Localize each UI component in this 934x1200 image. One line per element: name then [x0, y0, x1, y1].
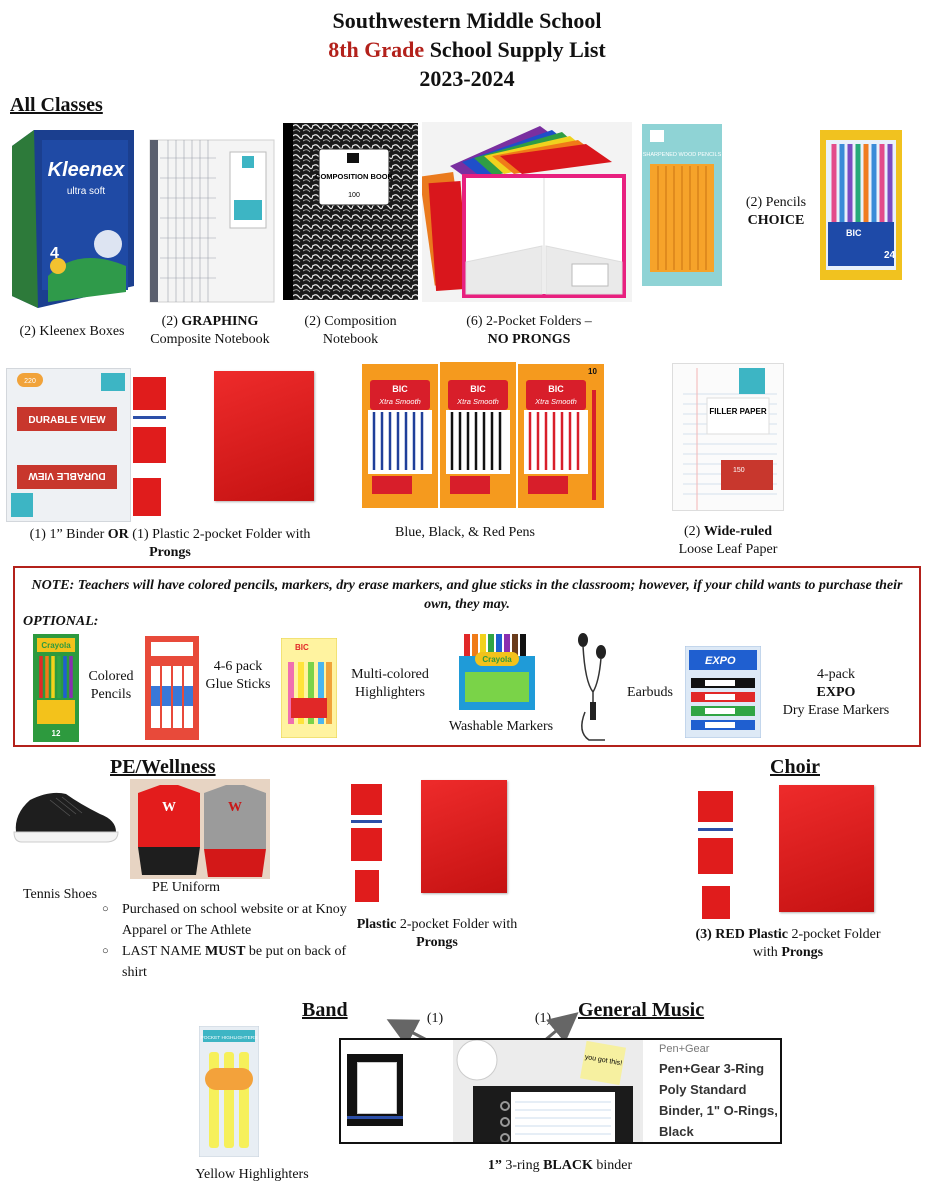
paper-bold: Wide-ruled: [703, 524, 773, 539]
note-text: NOTE: Teachers will have colored pencils, markers, dry erase markers, and glue sticks in the classroom; however, if your child wants to purchase their own, they may.: [31, 578, 903, 612]
binder-thumbnail-underline: [347, 1116, 403, 1119]
pe-folder-image: [421, 780, 507, 893]
colored-pencils-count: 12: [51, 729, 61, 738]
pe-folder-back-swatch: [355, 870, 379, 902]
markers-caption: Washable Markers: [448, 719, 554, 734]
highlighters-pack-label: POCKET HIGHLIGHTERS: [200, 1036, 258, 1041]
general-music-heading: General Music: [578, 999, 705, 1021]
binder-label-bottom: DURABLE VIEW: [28, 470, 106, 481]
pe-note-last-name-c: be put on back of shirt: [122, 944, 347, 980]
black-binder-rings: 3-ring: [505, 1158, 540, 1173]
filler-paper-image: [672, 363, 784, 511]
graphing-caption: [140, 313, 280, 349]
graphing-rest: Composite Notebook: [150, 332, 270, 347]
wood-pencils-image: [642, 124, 722, 286]
pens-name-2: Xtra Smooth: [457, 397, 499, 406]
choir-folder-back-swatch: [702, 886, 730, 919]
school-name: Southwestern Middle School: [332, 8, 602, 33]
mech-pencils-brand: BIC: [846, 228, 862, 238]
binder-part1: (1) 1” Binder: [29, 527, 105, 542]
tennis-shoes-caption: Tennis Shoes: [22, 887, 98, 902]
composition-notebook-image: [283, 123, 418, 300]
tennis-shoes-image: [10, 780, 120, 850]
black-binder-end: binder: [596, 1158, 633, 1173]
pens-name-3: Xtra Smooth: [535, 397, 577, 406]
folder-front-swatch: [133, 377, 166, 410]
expo-caption: [771, 666, 901, 720]
pens-brand-3: BIC: [548, 384, 564, 394]
binder-caption: [20, 526, 320, 562]
mech-pencils-count: 24: [884, 250, 896, 261]
pe-folder-plastic: Plastic: [356, 917, 397, 932]
pe-uniform-notes: [100, 899, 350, 983]
paper-label: FILLER PAPER: [709, 407, 767, 416]
note-box: [13, 566, 921, 747]
pens-caption: Blue, Black, & Red Pens: [395, 525, 535, 540]
binder-product-title: Pen+Gear 3-Ring Poly Standard Binder, 1" O-Rings, Black: [659, 1061, 778, 1139]
folder-back-swatch: [133, 478, 161, 516]
mech-pencils-image: [820, 130, 902, 280]
grade-label: 8th Grade: [328, 37, 425, 62]
pe-note-last-name-a: LAST NAME: [122, 944, 202, 959]
choir-folder-inside-swatch: [698, 838, 733, 874]
binder-brand: Pen+Gear: [659, 1043, 710, 1055]
folders-no-prongs: NO PRONGS: [487, 332, 571, 347]
band-heading: Band: [302, 999, 348, 1021]
colored-pencils-caption: Colored Pencils: [88, 669, 134, 702]
band-qty: (1): [426, 1011, 444, 1026]
general-music-qty: (1): [534, 1011, 552, 1026]
glue-sticks-image: [145, 636, 199, 740]
pencils-choice: CHOICE: [747, 213, 805, 228]
page-title: [0, 35, 934, 64]
folders-caption: [430, 313, 628, 349]
pe-note-purchase: ○ Purchased on school website or at Knoy Apparel or The Athlete: [100, 899, 350, 941]
markers-brand: Crayola: [482, 655, 512, 664]
earbuds-caption: Earbuds: [627, 685, 673, 700]
paper-sheets: 150: [733, 467, 745, 474]
pe-folder-divider: [351, 820, 382, 823]
pe-folder-mid: 2-pocket Folder with: [399, 917, 518, 932]
pe-uniform-image: [130, 779, 270, 879]
pe-folder-front-swatch: [351, 784, 382, 815]
markers-image: [459, 630, 535, 710]
all-classes-heading: All Classes: [10, 94, 103, 116]
paper-caption: [660, 523, 796, 559]
list-title: School Supply List: [429, 37, 606, 62]
choir-folder-divider: [698, 828, 733, 831]
choir-folder-front-swatch: [698, 791, 733, 822]
binder-label-top: DURABLE VIEW: [28, 415, 106, 426]
pens-count: 10: [588, 367, 597, 376]
pencils-qty: (2) Pencils: [745, 195, 807, 210]
choir-folder-mid: 2-pocket Folder with: [752, 927, 881, 960]
bic-pens-image: [360, 360, 606, 510]
expo-image: [685, 646, 761, 738]
pens-brand-2: BIC: [470, 384, 486, 394]
folder-inside-swatch: [133, 427, 166, 463]
kleenex-count: 4: [50, 245, 59, 262]
black-binder-size: 1”: [487, 1158, 502, 1173]
earbuds-image: [575, 632, 615, 744]
composition-caption: (2) Composition Notebook: [304, 314, 397, 347]
red-folder-image: [214, 371, 314, 501]
pens-name-1: Xtra Smooth: [379, 397, 421, 406]
graphing-notebook-image: [148, 138, 276, 304]
highlighters-brand: BIC: [295, 643, 309, 652]
black-binder-caption: [380, 1157, 740, 1175]
binder-image: [6, 368, 131, 522]
binder-or: OR: [107, 527, 129, 542]
pe-folder-caption: [352, 916, 522, 952]
glue-sticks-caption: 4-6 pack Glue Sticks: [205, 659, 271, 692]
pe-folder-prongs: Prongs: [416, 935, 458, 950]
colored-pencils-brand: Crayola: [41, 641, 71, 650]
svg-text:W: W: [228, 800, 242, 815]
folders-caption-text: (6) 2-Pocket Folders –: [466, 314, 592, 329]
black-binder-listing: [339, 1038, 782, 1144]
pe-folder-inside-swatch: [351, 828, 382, 861]
choir-folder-bold: (3) RED Plastic: [695, 927, 788, 942]
sticky-note-text: you got this!: [584, 1053, 623, 1068]
binder-size: 220: [24, 378, 36, 385]
svg-text:W: W: [162, 800, 176, 815]
composition-sheets: 100: [348, 192, 360, 199]
kleenex-brand: Kleenex: [47, 159, 125, 181]
expo-line3: Dry Erase Markers: [782, 703, 890, 718]
kleenex-image: [8, 126, 136, 310]
binder-thumbnail-page: [357, 1062, 397, 1114]
kleenex-caption: (2) Kleenex Boxes: [19, 324, 125, 339]
graphing-qty: (2): [161, 314, 178, 329]
expo-line1: 4-pack: [816, 667, 856, 682]
pe-note-last-name: [100, 941, 350, 983]
paper-rest: Loose Leaf Paper: [678, 542, 778, 557]
pencils-caption: [730, 194, 822, 230]
pe-uniform-caption: PE Uniform: [151, 880, 221, 895]
choir-folder-prongs: Prongs: [781, 945, 824, 960]
composition-label: COMPOSITION BOOK: [315, 172, 393, 181]
choir-folder-caption: [688, 926, 888, 962]
colored-pencils-image: [33, 634, 79, 742]
optional-label: OPTIONAL:: [23, 614, 99, 629]
highlighters-image: [281, 638, 337, 738]
binder-photo: [453, 1040, 643, 1142]
kleenex-sub: ultra soft: [66, 186, 106, 197]
expo-brand: EXPO: [705, 655, 736, 667]
binder-part2: (1) Plastic 2-pocket Folder with: [132, 527, 311, 542]
highlighters-caption: Multi-colored Highlighters: [351, 667, 429, 700]
pe-heading: PE/Wellness: [110, 756, 216, 778]
school-year: 2023-2024: [419, 66, 515, 91]
choir-folder-image: [779, 785, 874, 912]
expo-bold: EXPO: [816, 685, 856, 700]
binder-prongs: Prongs: [149, 545, 191, 560]
black-binder-color: BLACK: [543, 1158, 593, 1173]
choir-heading: Choir: [770, 756, 820, 778]
folders-image: [422, 122, 632, 302]
yellow-highlighters-image: [199, 1026, 259, 1157]
paper-qty: (2): [683, 524, 701, 539]
yellow-highlighters-caption: Yellow Highlighters: [195, 1167, 309, 1182]
pens-brand-1: BIC: [392, 384, 408, 394]
pe-note-must: MUST: [204, 944, 246, 959]
folder-divider-bar: [133, 416, 166, 419]
graphing-bold: GRAPHING: [181, 314, 259, 329]
wood-pencils-label: SHARPENED WOOD PENCILS: [642, 152, 722, 158]
